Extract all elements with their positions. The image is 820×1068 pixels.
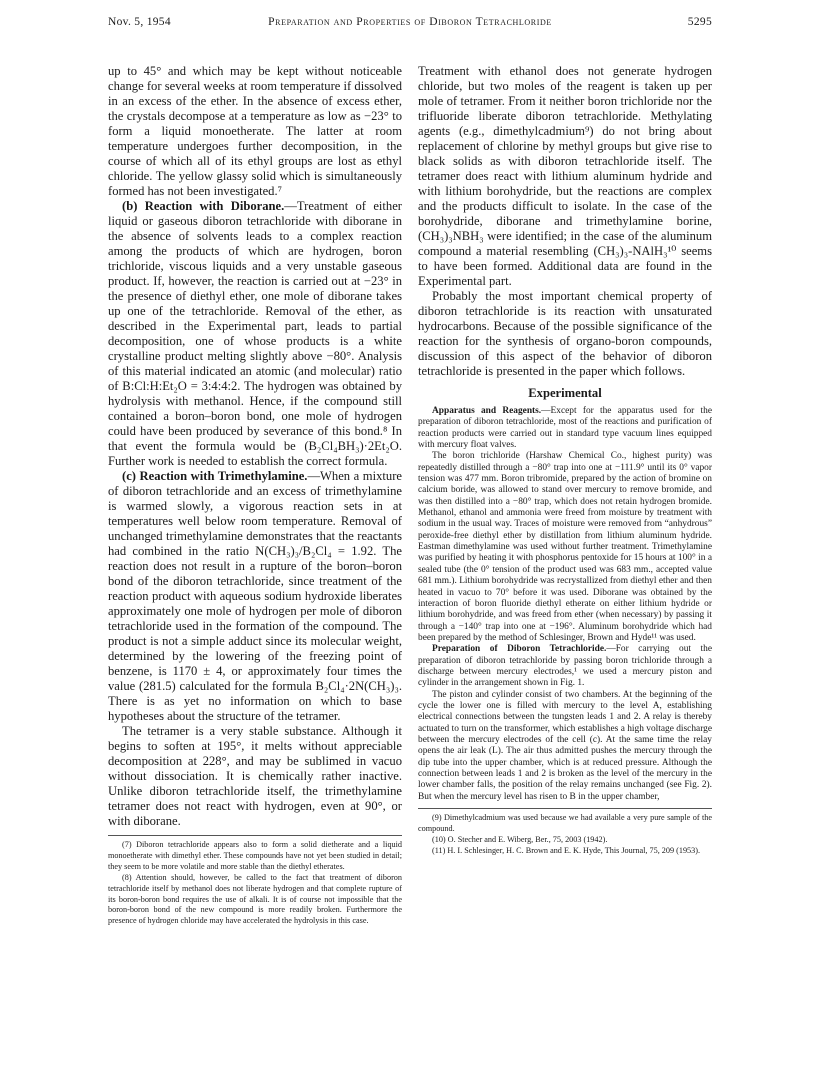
footnote-10: (10) O. Stecher and E. Wiberg, Ber., 75, 2003 (1942). <box>432 834 608 844</box>
running-title: Preparation and Properties of Diboron Tetrachloride <box>268 16 552 28</box>
paragraph-text: —When a mixture of diboron tetrachloride and an excess of trimethylamine is warmed slowly, a vigorous reaction sets in at temperatures well below room temperature. Removal of unchanged trimethylamine demonstrates that the reactants had combined in the ratio N(CH₃)₃/B₂Cl₄ = 1.92. The reaction does not result in a rupture of the boron–boron bond of the diboron tetrachloride, since treatment of the reaction product with aqueous sodium hydroxide liberates approximately one mole of hydrogen per mole of diboron tetrachloride used in the formation of the compound. The product is not a simple adduct since its molecular weight, determined by the lowering of the freezing point of benzene, is 1170 ± 4, or approximately four times the value (281.5) calculated for the formula B₂Cl₄·2N(CH₃)₃. There is as yet no information on which to base hypotheses about the structure of the tetramer. <box>108 469 402 723</box>
subsection-heading: Preparation of Diboron Tetrachloride. <box>432 644 607 655</box>
paragraph-diborane <box>108 199 402 469</box>
paragraph-preparation <box>418 644 712 689</box>
experimental-body <box>418 406 712 803</box>
paragraph-tetramer: The tetramer is a very stable substance. Although it begins to soften at 195°, it melts without appreciable decomposition at 228°, and may be sublimed in vacuo without dissociation. It is chemically rather inactive. Unlike diboron tetrachloride itself, the trimethylamine tetramer does not react with hydrogen, even at 90°, or with diborane. <box>108 724 402 828</box>
paragraph-reagents: The boron trichloride (Harshaw Chemical Co., highest purity) was repeatedly distilled through a −80° trap into one at −111.9° until its 0° vapor tension was 477 mm. Boron tribromide, prepared by the action of bromine on calcium boride, was allowed to stand over mercury to remove bromide, and was then distilled into a −80° trap, which does not retain hydrogen bromide. Methanol, ethanol and ammonia were freed from moisture by treatment with sodium in the usual way. Traces of moisture were removed from “anhydrous” peroxide-free diethyl ether by distillation from lithium aluminum hydride. Eastman dimethylamine was used without further treatment. Trimethylamine was purified by heating it with phosphorus pentoxide for 15 hours at 100° in a sealed tube (the 0° tension of the product used was 683 mm., accepted value 681 mm.). Lithium borohydride was recrystallized from diethyl ether and then heated in vacuo to 70° before it was used. Diborane was obtained by the interaction of boron fluoride diethyl etherate on either lithium hydride or lithium borohydride, and was freed from ether (when necessary) by passing it through a −140° trap into one at −196°. Aluminum borohydride which had been prepared by the method of Schlesinger, Brown and Hyde¹¹ was used. <box>418 451 712 643</box>
section-title: Experimental <box>528 386 602 400</box>
paragraph-apparatus <box>418 406 712 451</box>
left-column <box>108 64 402 927</box>
footnotes-right <box>418 808 712 857</box>
paragraph-trimethylamine <box>108 469 402 724</box>
footnote-11: (11) H. I. Schlesinger, H. C. Brown and E. K. Hyde, This Journal, 75, 209 (1953). <box>432 845 701 855</box>
footnote-7: (7) Diboron tetrachloride appears also to form a solid dietherate and a liquid monoetherate with dimethyl ether. These compounds have not yet been studied in detail; they seem to be more volatile and more stable than the diethyl etherates. <box>108 840 402 871</box>
subsection-heading: Apparatus and Reagents. <box>432 406 542 416</box>
paragraph-text: —For carrying out the preparation of diboron tetrachloride by passing boron trichloride through a discharge between mercury electrodes,¹ we used a mercury piston and cylinder in the arrangement shown in Fig. 1. <box>418 644 712 689</box>
footnote-8: (8) Attention should, however, be called to the fact that treatment of diboron tetrachloride itself by methanol does not liberate hydrogen and that complete rupture of its boron-boron bond requires the use of alkali. It is of course not impossible that the boron-boron bond of the new compound is more readily broken. Furthermore the presence of hydrogen chloride may have accelerated the hydrolysis in this case. <box>108 872 402 926</box>
paragraph-text: —Treatment of either liquid or gaseous diboron tetrachloride with diborane in the absence of solvents leads to a complex reaction among the products of which are hydrogen, boron trichloride, viscous liquids and a very unstable gaseous product. If, however, the reaction is carried out at −23° in the presence of diethyl ether, one mole of diborane takes up one of the tetrachloride. Removal of the ether, as described in the Experimental part, leads to partial decomposition, one of whose products is a white crystalline product melting slightly above −80°. Analysis of this material indicated an atomic (and molecular) ratio of B:Cl:H:Et₂O = 3:4:4:2. The hydrogen was obtained by hydrolysis with methanol. Hence, if the compound still contained a boron–boron bond, one mole of hydrogen could have been produced by severance of this bond.⁸ In that event the formula would be (B₂Cl₄BH₃)·2Et₂O. Further work is needed to establish the correct formula. <box>108 199 403 468</box>
paragraph-text: —Except for the apparatus used for the preparation of diboron tetrachloride, most of the reactions and purification of reaction products were carried out in standard type vacuum lines equipped with mercury float valves. <box>418 406 712 451</box>
paragraph-piston: The piston and cylinder consist of two chambers. At the beginning of the cycle the lower one is filled with mercury to the level A, establishing electrical connections between the tungsten leads 1 and 2. A relay is thereby actuated to turn on the transformer, which establishes a high voltage discharge between the mercury electrodes of the cell (c). At the same time the relay opens the air leak (L). The air thus admitted pushes the mercury through the dip tube into the upper chamber, which is at reduced pressure. Although the connection between leads 1 and 2 is broken as the level of the mercury in the lower chamber falls, the position of the relay remains unchanged (see Fig. 2). But when the mercury level has risen to B in the upper chamber, <box>418 689 712 802</box>
issue-date: Nov. 5, 1954 <box>108 16 171 28</box>
running-header <box>108 16 712 32</box>
paragraph-ethanol: Treatment with ethanol does not generate hydrogen chloride, but two moles of the reagent is taken up per mole of tetramer. From it neither boron trichloride nor the trifluoride liberate diboron tetrachloride. Methylating agents (e.g., dimethylcadmium⁹) do not bring about replacement of chlorine by methyl groups but give rise to black solids as with diboron tetrachloride itself. The tetramer does react with lithium aluminum hydride and with lithium borohydride, but the reactions are complex and the products difficult to isolate. In the case of the borohydride, diborane and trimethylamine borine, (CH₃)₃NBH₃ were identified; in the case of the aluminum compound a material resembling (CH₃)₃-NAlH₃¹⁰ seems to have been formed. Additional data are found in the Experimental part. <box>418 64 712 288</box>
paragraph-unsaturated: Probably the most important chemical property of diboron tetrachloride is its reaction with unsaturated hydrocarbons. Because of the possible significance of the reaction for the synthesis of organo-boron compounds, discussion of this aspect of the behavior of diboron tetrachloride is presented in the paper which follows. <box>418 289 712 378</box>
subsection-heading: (c) Reaction with Trimethylamine. <box>122 469 308 483</box>
footnotes-left <box>108 835 402 927</box>
paragraph-continued: up to 45° and which may be kept without noticeable change for several weeks at room temperature if dissolved in an excess of the ether. In the absence of excess ether, the crystals decompose at a temperature as low as −23° to form a liquid monoetherate. The latter at room temperature undergoes further decomposition, in the course of which all of its ethyl groups are lost as ethyl chloride. The yellow glassy solid which is simultaneously formed has not been investigated.⁷ <box>108 64 402 198</box>
footnote-9: (9) Dimethylcadmium was used because we had available a very pure sample of the compound. <box>418 813 712 833</box>
right-column <box>418 64 712 857</box>
subsection-heading: (b) Reaction with Diborane. <box>122 199 285 213</box>
page-number: 5295 <box>687 16 712 28</box>
